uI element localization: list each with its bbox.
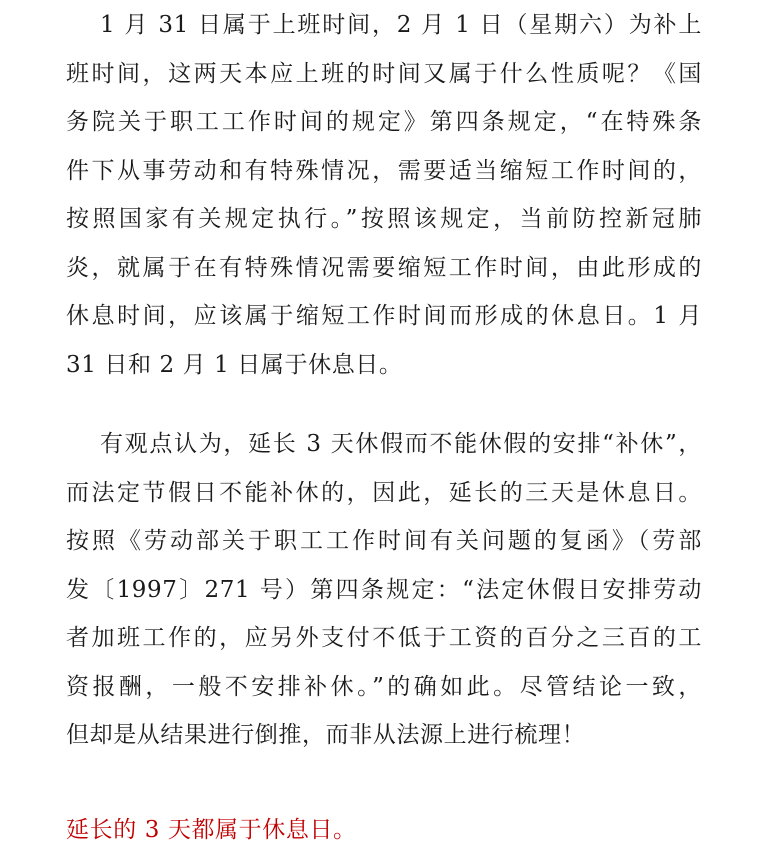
paragraph-line: 有观点认为，延长 3 天休假而不能休假的安排“补休”， bbox=[100, 431, 702, 457]
paragraph-line: 件下从事劳动和有特殊情况，需要适当缩短工作时间的， bbox=[66, 157, 702, 184]
conclusion-paragraph bbox=[66, 806, 702, 855]
paragraph-line: 但却是从结果进行倒推，而非从法源上进行梳理！ bbox=[66, 722, 586, 748]
paragraph-line: 发〔1997〕271 号）第四条规定：“法定休假日安排劳动 bbox=[66, 576, 702, 603]
paragraph-line: 按照《劳动部关于职工工作时间有关问题的复函》（劳部 bbox=[66, 528, 702, 554]
paragraph-line: 炎，就属于在有特殊情况需要缩短工作时间，由此形成的 bbox=[66, 254, 702, 281]
paragraph-line: 休息时间，应该属于缩短工作时间而形成的休息日。1 月 bbox=[66, 303, 702, 329]
paragraph-1 bbox=[66, 1, 702, 389]
paragraph-line: 按照国家有关规定执行。”按照该规定，当前防控新冠肺 bbox=[66, 206, 702, 232]
paragraph-2 bbox=[66, 420, 702, 760]
paragraph-line: 务院关于职工工作时间的规定》第四条规定，“在特殊条 bbox=[66, 109, 702, 135]
paragraph-line: 者加班工作的，应另外支付不低于工资的百分之三百的工 bbox=[66, 625, 702, 651]
paragraph-line: 31 日和 2 月 1 日属于休息日。 bbox=[66, 351, 403, 378]
paragraph-line: 资报酬，一般不安排补休。”的确如此。尽管结论一致， bbox=[66, 673, 702, 700]
conclusion-line: 延长的 3 天都属于休息日。 bbox=[66, 817, 357, 843]
paragraph-line: 而法定节假日不能补休的，因此，延长的三天是休息日。 bbox=[66, 479, 702, 506]
paragraph-line: 1 月 31 日属于上班时间，2 月 1 日（星期六）为补上 bbox=[100, 12, 702, 38]
paragraph-line: 班时间，这两天本应上班的时间又属于什么性质呢？《国 bbox=[66, 60, 702, 87]
